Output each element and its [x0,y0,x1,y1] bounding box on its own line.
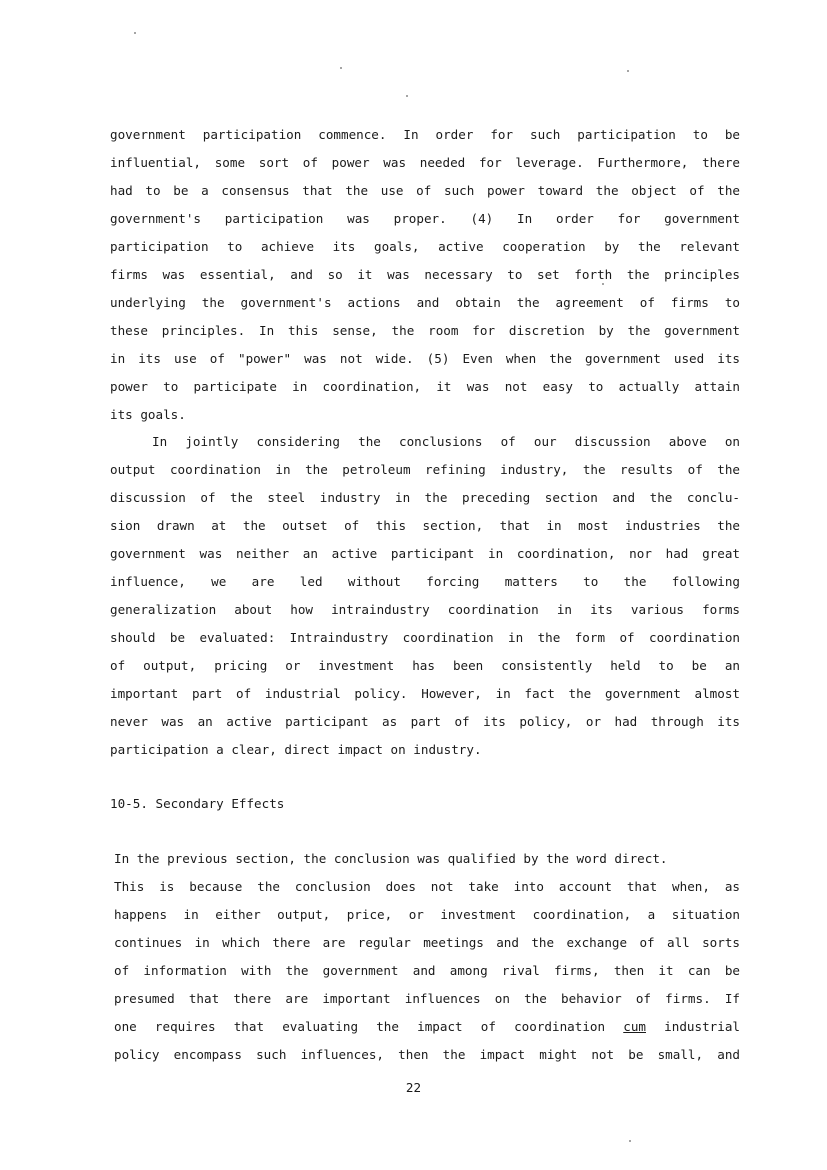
text-line: influence, we are led without forcing matters to the following [110,574,740,589]
text-line: discussion of the steel industry in the preceding section and the conclu- [110,490,740,505]
text-line: In jointly considering the conclusions of our discussion above on [152,434,740,449]
text-line: had to be a consensus that the use of such power toward the object of the [110,183,740,198]
text-line: of output, pricing or investment has been consistently held to be an [110,658,740,673]
page-number: 22 [405,1080,422,1095]
text-line: firms was essential, and so it was necessary to set forth the principles [110,267,740,282]
paragraph-continuation [110,121,740,429]
underlined-word: cum [623,1019,646,1034]
text-line: government was neither an active participant in coordination, nor had great [110,546,740,561]
text-line: underlying the government's actions and obtain the agreement of firms to [110,295,740,310]
text-line: in its use of "power" was not wide. (5) Even when the government used its [110,351,740,366]
scan-speck [406,95,408,97]
text-segment: one requires that evaluating the impact of coordination [114,1019,624,1034]
text-line: policy encompass such influences, then the impact might not be small, and [114,1047,740,1062]
text-line: participation to achieve its goals, active cooperation by the relevant [110,239,740,254]
text-line: never was an active participant as part of its policy, or had through its [110,714,740,729]
text-line: In the previous section, the conclusion was qualified by the word direct. [114,851,668,866]
scan-speck [627,70,629,72]
text-line: continues in which there are regular meetings and the exchange of all sorts [114,935,740,950]
text-line: sion drawn at the outset of this section, that in most industries the [110,518,740,533]
scan-speck [629,1140,631,1142]
text-line: generalization about how intraindustry coordination in its various forms [110,602,740,617]
text-line: participation a clear, direct impact on industry. [110,742,482,757]
section-heading: 10-5. Secondary Effects [110,796,285,811]
text-line: government participation commence. In order for such participation to be [110,127,740,142]
text-line: This is because the conclusion does not take into account that when, as [114,879,740,894]
text-segment: industrial [646,1019,740,1034]
text-line [114,1013,740,1041]
text-line: happens in either output, price, or investment coordination, a situation [114,907,740,922]
text-line: these principles. In this sense, the room for discretion by the government [110,323,740,338]
text-line: its goals. [110,407,186,422]
paragraph-secondary-effects [114,845,740,1069]
text-line: government's participation was proper. (4) In order for government [110,211,740,226]
text-line: output coordination in the petroleum refining industry, the results of the [110,462,740,477]
scan-speck [340,67,342,69]
text-line: presumed that there are important influences on the behavior of firms. If [114,991,740,1006]
scan-speck [134,32,136,34]
text-line: should be evaluated: Intraindustry coordination in the form of coordination [110,630,740,645]
text-line: influential, some sort of power was needed for leverage. Furthermore, there [110,155,740,170]
text-line: of information with the government and among rival firms, then it can be [114,963,740,978]
text-line: power to participate in coordination, it was not easy to actually attain [110,379,740,394]
text-line: important part of industrial policy. However, in fact the government almost [110,686,740,701]
paragraph-conclusion [110,428,740,764]
